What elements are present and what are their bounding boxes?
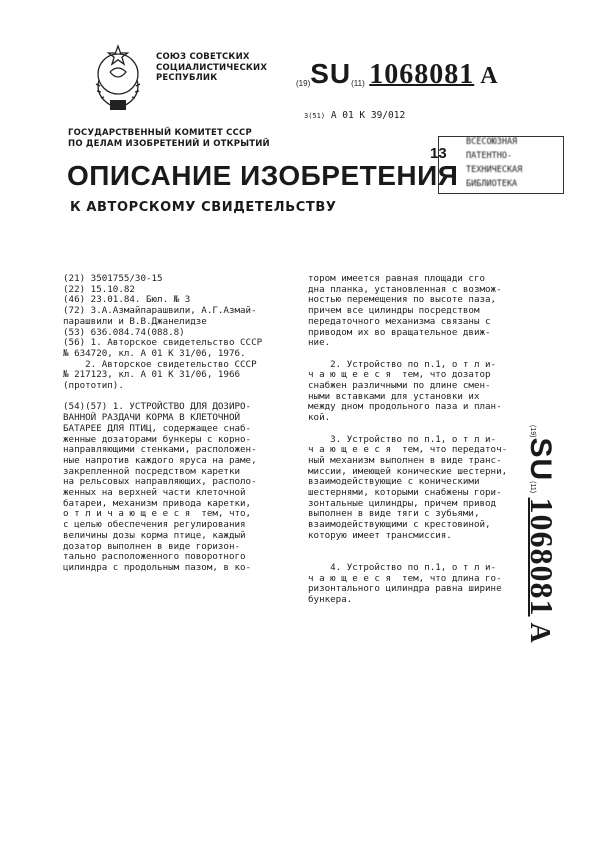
- text-line: бункера.: [308, 594, 353, 606]
- text-line: ч а ю щ е е с я тем, что дозатор: [308, 369, 491, 381]
- text-line: причем все цилиндры посредством: [308, 305, 480, 317]
- text-line: ч а ю щ е е с я тем, что длина го-: [308, 572, 502, 584]
- text-line: с целью обеспечения регулирования: [63, 519, 246, 531]
- text-line: величины дозы корма птице, каждый: [63, 529, 246, 541]
- claims-column: [308, 274, 507, 606]
- text-line: (54)(57) 1. УСТРОЙСТВО ДЛЯ ДОЗИРО-: [63, 401, 252, 413]
- stamp-line: ВСЕСОЮЗНАЯ: [466, 137, 518, 147]
- text-line: дна планка, установленная с возмож-: [308, 283, 502, 295]
- text-line: шестернями, которыми снабжены гори-: [308, 487, 502, 499]
- text-line: 3. Устройство по п.1, о т л и-: [308, 433, 497, 445]
- text-line: между дном продольного паза и план-: [308, 401, 502, 413]
- committee-line: ПО ДЕЛАМ ИЗОБРЕТЕНИЙ И ОТКРЫТИЙ: [68, 138, 270, 149]
- text-line: тором имеется равная площади сго: [308, 273, 486, 284]
- text-line: которую имеет трансмиссия.: [308, 529, 452, 541]
- text-line: № 634720, кл. А 01 К 31/06, 1976.: [63, 347, 246, 359]
- issuing-state: [156, 52, 267, 84]
- side-code-19: (19): [529, 425, 536, 438]
- text-line: женных на верхней части клеточной: [63, 487, 246, 499]
- text-line: (46) 23.01.84. Бюл. № 3: [63, 294, 191, 306]
- text-line: цилиндра с продольным пазом, в ко-: [63, 561, 252, 573]
- side-patent-number: [510, 425, 570, 695]
- patent-number: 1068081: [369, 59, 475, 90]
- code-11: (11): [351, 79, 365, 88]
- text-line: ностью перемещения по высоте паза,: [308, 294, 497, 306]
- text-line: дозатор выполнен в виде горизон-: [63, 540, 241, 552]
- stamp-number: 13: [430, 145, 447, 162]
- text-line: ние.: [308, 337, 331, 349]
- text-line: [308, 349, 507, 360]
- text-line: закрепленной посредством каретки: [63, 465, 241, 477]
- text-line: батареи, механизм привода каретки,: [63, 497, 252, 509]
- text-line: взаимодействующие с коническими: [308, 476, 480, 488]
- patent-number-header: [296, 58, 596, 88]
- text-line: тально расположенного поворотного: [63, 551, 246, 563]
- text-line: о т л и ч а ю щ е е с я тем, что,: [63, 508, 252, 520]
- text-line: миссии, имеющей конические шестерни,: [308, 465, 508, 477]
- text-line: № 217123, кл. А 01 К 31/06, 1966: [63, 369, 241, 381]
- text-line: взаимодействующими с крестовиной,: [308, 519, 491, 531]
- committee: [68, 128, 270, 149]
- text-line: приводом их во вращательное движ-: [308, 326, 491, 338]
- stamp-line: ПАТЕНТНО-: [466, 151, 513, 161]
- text-line: направляющими стенками, расположен-: [63, 444, 257, 456]
- side-number: 1068081: [524, 497, 560, 617]
- text-line: выполнен в виде тяги с зубьями,: [308, 508, 480, 520]
- committee-line: ГОСУДАРСТВЕННЫЙ КОМИТЕТ СССР: [68, 128, 252, 138]
- ipc-classification: [304, 110, 405, 121]
- ipc-code-label: 3(51): [304, 112, 326, 120]
- text-line: [308, 542, 507, 553]
- text-line: женные дозаторами бункеры с корно-: [63, 433, 252, 445]
- text-line: (21) 3501755/30-15: [63, 273, 163, 284]
- text-line: передаточного механизма связаны с: [308, 315, 491, 327]
- document-subtitle: К АВТОРСКОМУ СВИДЕТЕЛЬСТВУ: [70, 200, 337, 215]
- text-line: парашвили и В.В.Джанелидзе: [63, 315, 207, 327]
- text-line: (56) 1. Авторское свидетельство СССР: [63, 337, 263, 349]
- text-line: на рельсовых направляющих, располо-: [63, 476, 257, 488]
- text-line: (прототип).: [63, 380, 124, 392]
- side-kind: A: [524, 622, 555, 643]
- document-title: ОПИСАНИЕ ИЗОБРЕТЕНИЯ: [67, 160, 459, 191]
- text-line: [308, 424, 507, 435]
- org-line: СОЮЗ СОВЕТСКИХ: [156, 52, 250, 62]
- text-line: снабжен различными по длине смен-: [308, 380, 491, 392]
- bibliographic-column: [63, 274, 262, 574]
- text-line: ВАННОЙ РАЗДАЧИ КОРМА В КЛЕТОЧНОЙ: [63, 412, 241, 424]
- org-line: СОЦИАЛИСТИЧЕСКИХ: [156, 62, 268, 73]
- text-line: ными вставками для установки их: [308, 390, 480, 402]
- text-line: зонтальные цилиндры, причем привод: [308, 497, 497, 509]
- text-line: 2. Устройство по п.1, о т л и-: [308, 358, 497, 370]
- stamp-line: БИБЛИОТЕКА: [466, 179, 518, 189]
- side-country-code: SU: [524, 437, 557, 482]
- text-line: (53) 636.084.74(088.8): [63, 326, 185, 338]
- code-19: (19): [296, 79, 311, 88]
- stamp-line: ТЕХНИЧЕСКАЯ: [466, 165, 523, 175]
- text-line: ные напротив каждого яруса на раме,: [63, 454, 257, 466]
- side-code-11: (11): [529, 481, 536, 494]
- org-line: РЕСПУБЛИК: [156, 73, 218, 83]
- text-line: 2. Авторское свидетельство СССР: [63, 358, 257, 370]
- text-line: ч а ю щ е е с я тем, что передаточ-: [308, 444, 508, 456]
- ipc-value: А 01 К 39/012: [330, 110, 406, 121]
- text-line: ризонтального цилиндра равна ширине: [308, 583, 502, 595]
- text-line: 4. Устройство по п.1, о т л и-: [308, 561, 497, 573]
- text-line: БАТАРЕЕ ДЛЯ ПТИЦ, содержащее снаб-: [63, 422, 252, 434]
- country-code: SU: [310, 58, 352, 89]
- text-line: кой.: [308, 412, 331, 424]
- ussr-emblem-icon: [88, 44, 148, 114]
- kind-code: A: [480, 63, 498, 89]
- text-line: (22) 15.10.82: [63, 283, 135, 295]
- text-line: ный механизм выполнен в виде транс-: [308, 454, 502, 466]
- text-line: (72) З.А.Азмайпарашвили, А.Г.Азмай-: [63, 305, 257, 317]
